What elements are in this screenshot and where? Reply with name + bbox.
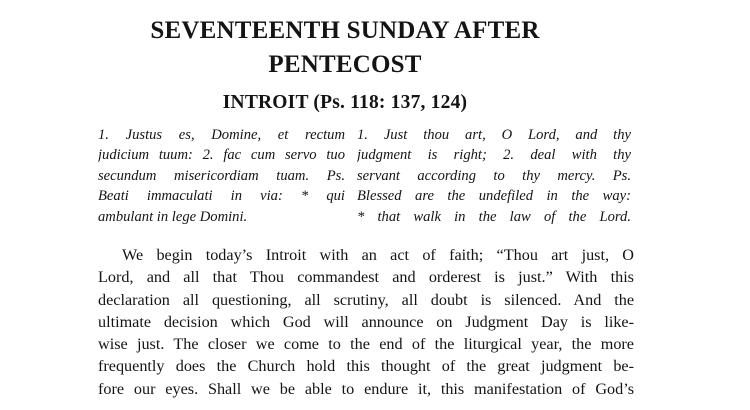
latin-line: Beati immaculati in via: * qui — [98, 188, 345, 205]
english-line: * that walk in the law of the Lord. — [357, 208, 631, 225]
latin-line: 1. Justus es, Domine, et rectum — [98, 127, 345, 143]
paragraph-line: frequently does the Church hold this thought of the great judgment be- — [98, 357, 634, 376]
section-heading: INTROIT (Ps. 118: 137, 124) — [222, 92, 468, 113]
page-title-line-1: SEVENTEENTH SUNDAY AFTER — [150, 17, 540, 44]
paragraph-line: wise just. The closer we come to the end of the liturgical year, the more — [98, 335, 634, 354]
paragraph-line: fore our eyes. Shall we be able to endure it, this manifestation of God’s — [98, 379, 634, 398]
english-line: servant according to thy mercy. Ps. — [357, 167, 631, 184]
latin-line: judicium tuum: 2. fac cum servo tuo — [98, 147, 345, 164]
english-line: 1. Just thou art, O Lord, and thy — [357, 127, 631, 143]
paragraph-line: We begin today’s Introit with an act of faith; “Thou art just, O — [122, 246, 634, 264]
paragraph-line: declaration all questioning, all scrutiny, all doubt is silenced. And the — [98, 290, 634, 309]
latin-line: ambulant in lege Domini. — [98, 208, 248, 225]
commentary-paragraph — [98, 244, 634, 400]
paragraph-line: Lord, and all that Thou commandest and orderest is just.” With this — [98, 268, 634, 287]
latin-column — [98, 125, 345, 227]
english-column — [357, 125, 631, 227]
english-line: judgment is right; 2. deal with thy — [357, 147, 631, 164]
paragraph-line: ultimate decision which God will announce on Judgment Day is like- — [98, 312, 634, 331]
latin-line: secundum misericordiam tuam. Ps. — [98, 167, 345, 184]
english-line: Blessed are the undefiled in the way: — [357, 188, 631, 205]
page-title-line-2: PENTECOST — [268, 51, 422, 78]
